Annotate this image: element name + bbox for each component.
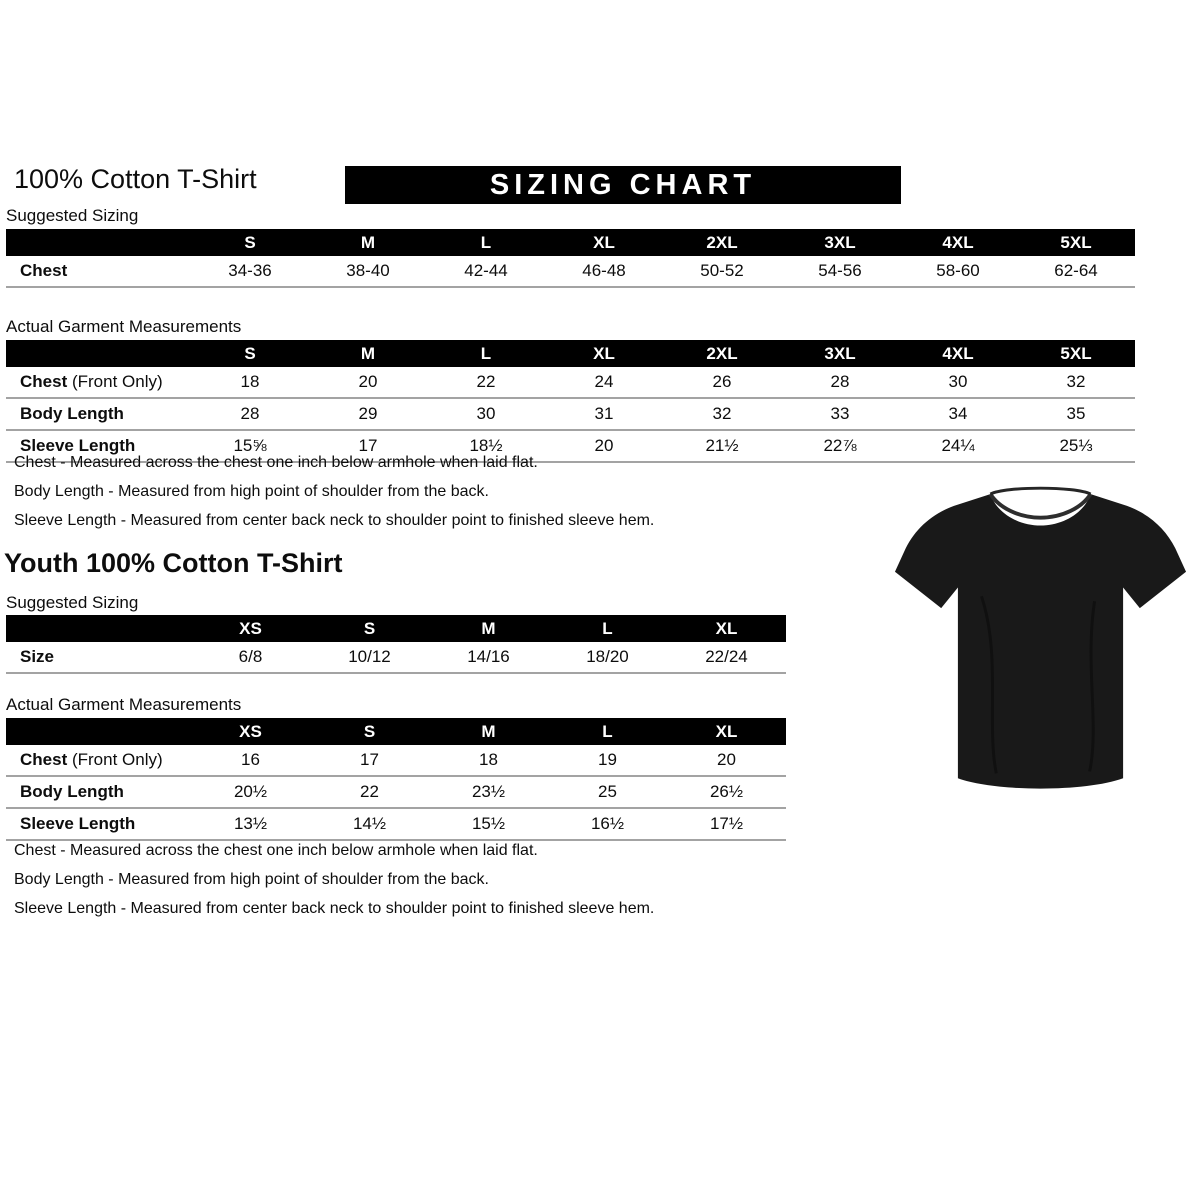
note-line: Chest - Measured across the chest one inch below armhole when laid flat. bbox=[14, 454, 538, 471]
table-cell: 18 bbox=[429, 745, 548, 776]
table-cell: 17 bbox=[309, 430, 427, 462]
table-cell: 38-40 bbox=[309, 256, 427, 287]
table-cell: 16 bbox=[191, 745, 310, 776]
youth-actual-measurements-label: Actual Garment Measurements bbox=[6, 695, 242, 714]
adult-suggested-sizing-label: Suggested Sizing bbox=[6, 206, 139, 225]
table-cell: 19 bbox=[548, 745, 667, 776]
column-header: 2XL bbox=[663, 229, 781, 256]
header-spacer bbox=[6, 229, 191, 256]
black-tshirt-image bbox=[893, 473, 1188, 818]
table-row bbox=[6, 745, 786, 776]
table-cell: 22⅞ bbox=[781, 430, 899, 462]
header-spacer bbox=[6, 615, 191, 642]
adult-suggested-sizing-table bbox=[6, 229, 1135, 288]
column-header: 3XL bbox=[781, 340, 899, 367]
column-header: M bbox=[429, 718, 548, 745]
header-spacer bbox=[6, 718, 191, 745]
note-line: Body Length - Measured from high point of shoulder from the back. bbox=[14, 871, 489, 888]
table-cell: 18½ bbox=[427, 430, 545, 462]
youth-suggested-sizing-table bbox=[6, 615, 786, 674]
table-cell: 22 bbox=[310, 776, 429, 808]
table-row bbox=[6, 808, 786, 840]
row-label: Size bbox=[6, 642, 191, 673]
adult-section-title: 100% Cotton T-Shirt bbox=[14, 164, 257, 194]
table-cell: 58-60 bbox=[899, 256, 1017, 287]
table-cell: 22/24 bbox=[667, 642, 786, 673]
note-line: Chest - Measured across the chest one inch below armhole when laid flat. bbox=[14, 842, 538, 859]
table-cell: 46-48 bbox=[545, 256, 663, 287]
table-cell: 30 bbox=[899, 367, 1017, 398]
column-header: S bbox=[310, 615, 429, 642]
table-cell: 15⅝ bbox=[191, 430, 309, 462]
sizing-chart-banner: SIZING CHART bbox=[345, 166, 901, 204]
table-header-row bbox=[6, 340, 1135, 367]
column-header: L bbox=[427, 229, 545, 256]
column-header: S bbox=[191, 229, 309, 256]
adult-measurement-notes bbox=[14, 455, 654, 542]
table-cell: 54-56 bbox=[781, 256, 899, 287]
table-header-row bbox=[6, 615, 786, 642]
adult-actual-measurements-label: Actual Garment Measurements bbox=[6, 317, 242, 336]
column-header: S bbox=[310, 718, 429, 745]
youth-actual-measurements-table bbox=[6, 718, 786, 841]
table-cell: 24 bbox=[545, 367, 663, 398]
table-cell: 33 bbox=[781, 398, 899, 430]
column-header: S bbox=[191, 340, 309, 367]
row-label: Body Length bbox=[6, 398, 191, 430]
column-header: XL bbox=[545, 340, 663, 367]
table-cell: 20½ bbox=[191, 776, 310, 808]
table-cell: 35 bbox=[1017, 398, 1135, 430]
table-cell: 10/12 bbox=[310, 642, 429, 673]
column-header: M bbox=[309, 340, 427, 367]
column-header: M bbox=[309, 229, 427, 256]
column-header: 5XL bbox=[1017, 229, 1135, 256]
table-cell: 20 bbox=[667, 745, 786, 776]
table-cell: 24¼ bbox=[899, 430, 1017, 462]
table-row bbox=[6, 776, 786, 808]
table-cell: 16½ bbox=[548, 808, 667, 840]
table-cell: 32 bbox=[1017, 367, 1135, 398]
column-header: 2XL bbox=[663, 340, 781, 367]
column-header: M bbox=[429, 615, 548, 642]
table-cell: 17 bbox=[310, 745, 429, 776]
youth-section-title: Youth 100% Cotton T-Shirt bbox=[4, 548, 343, 578]
table-cell: 18/20 bbox=[548, 642, 667, 673]
row-label: Chest (Front Only) bbox=[6, 745, 191, 776]
table-header-row bbox=[6, 229, 1135, 256]
table-cell: 6/8 bbox=[191, 642, 310, 673]
column-header: 4XL bbox=[899, 340, 1017, 367]
column-header: L bbox=[427, 340, 545, 367]
table-cell: 62-64 bbox=[1017, 256, 1135, 287]
table-cell: 26 bbox=[663, 367, 781, 398]
table-cell: 30 bbox=[427, 398, 545, 430]
row-label: Chest (Front Only) bbox=[6, 367, 191, 398]
table-cell: 14/16 bbox=[429, 642, 548, 673]
table-cell: 14½ bbox=[310, 808, 429, 840]
table-row bbox=[6, 398, 1135, 430]
table-row bbox=[6, 256, 1135, 287]
table-header-row bbox=[6, 718, 786, 745]
table-cell: 17½ bbox=[667, 808, 786, 840]
column-header: XL bbox=[667, 718, 786, 745]
table-cell: 23½ bbox=[429, 776, 548, 808]
youth-suggested-sizing-label: Suggested Sizing bbox=[6, 593, 139, 612]
column-header: XL bbox=[667, 615, 786, 642]
table-cell: 29 bbox=[309, 398, 427, 430]
table-cell: 25⅓ bbox=[1017, 430, 1135, 462]
table-cell: 31 bbox=[545, 398, 663, 430]
table-cell: 50-52 bbox=[663, 256, 781, 287]
column-header: XS bbox=[191, 718, 310, 745]
row-label: Sleeve Length bbox=[6, 808, 191, 840]
table-cell: 28 bbox=[781, 367, 899, 398]
table-cell: 25 bbox=[548, 776, 667, 808]
row-label: Chest bbox=[6, 256, 191, 287]
column-header: L bbox=[548, 718, 667, 745]
note-line: Body Length - Measured from high point of shoulder from the back. bbox=[14, 483, 489, 500]
table-cell: 34 bbox=[899, 398, 1017, 430]
table-cell: 22 bbox=[427, 367, 545, 398]
youth-measurement-notes bbox=[14, 843, 654, 930]
note-line: Sleeve Length - Measured from center back neck to shoulder point to finished sleeve hem. bbox=[14, 900, 655, 917]
table-cell: 15½ bbox=[429, 808, 548, 840]
column-header: XS bbox=[191, 615, 310, 642]
header-spacer bbox=[6, 340, 191, 367]
table-cell: 21½ bbox=[663, 430, 781, 462]
column-header: 5XL bbox=[1017, 340, 1135, 367]
column-header: 4XL bbox=[899, 229, 1017, 256]
note-line: Sleeve Length - Measured from center back neck to shoulder point to finished sleeve hem. bbox=[14, 512, 655, 529]
table-row bbox=[6, 642, 786, 673]
column-header: 3XL bbox=[781, 229, 899, 256]
table-row bbox=[6, 367, 1135, 398]
row-label: Body Length bbox=[6, 776, 191, 808]
row-label: Sleeve Length bbox=[6, 430, 191, 462]
column-header: XL bbox=[545, 229, 663, 256]
table-cell: 13½ bbox=[191, 808, 310, 840]
table-cell: 20 bbox=[309, 367, 427, 398]
column-header: L bbox=[548, 615, 667, 642]
table-cell: 18 bbox=[191, 367, 309, 398]
table-cell: 20 bbox=[545, 430, 663, 462]
table-cell: 32 bbox=[663, 398, 781, 430]
table-cell: 26½ bbox=[667, 776, 786, 808]
table-cell: 42-44 bbox=[427, 256, 545, 287]
table-cell: 34-36 bbox=[191, 256, 309, 287]
table-cell: 28 bbox=[191, 398, 309, 430]
adult-actual-measurements-table bbox=[6, 340, 1135, 463]
